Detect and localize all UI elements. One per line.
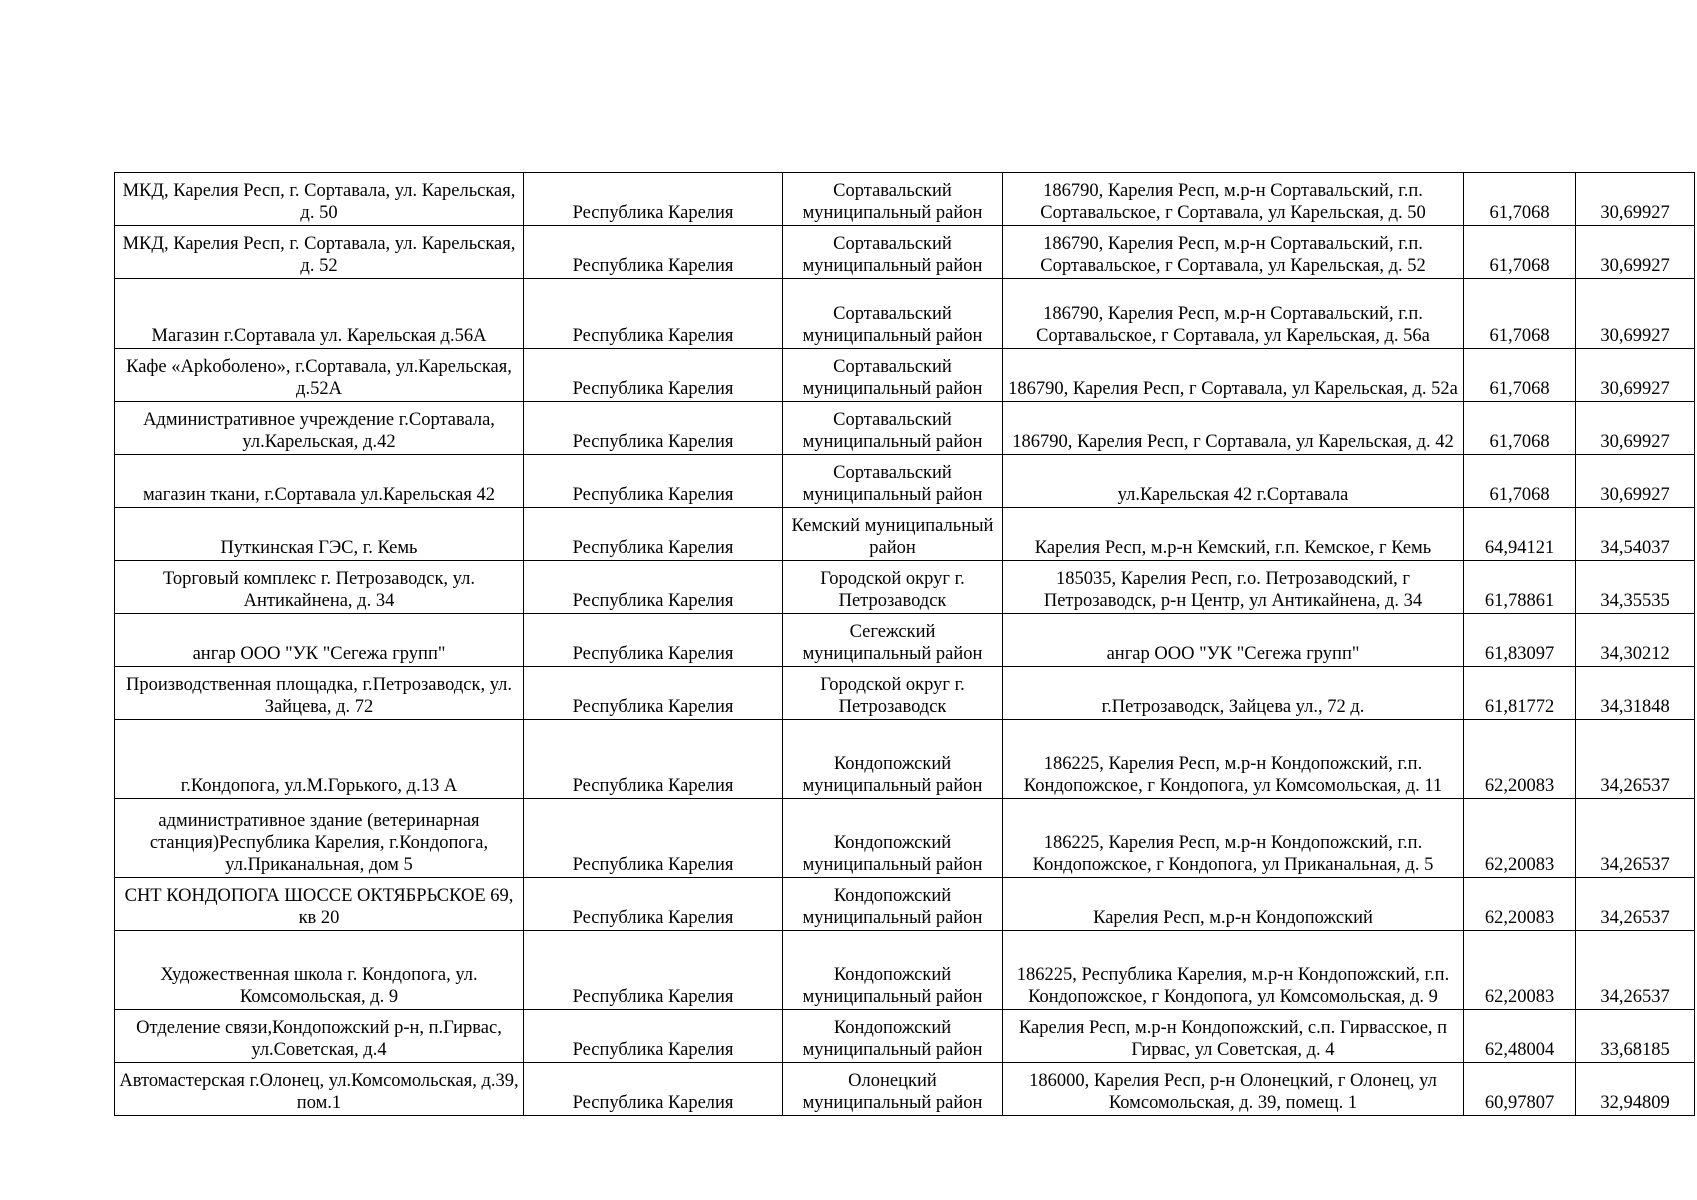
- table-row: [115, 173, 1695, 226]
- cell-region: Республика Карелия: [524, 799, 783, 878]
- cell-object-name: Административное учреждение г.Сортавала, ул.Карельская, д.42: [115, 402, 524, 455]
- cell-latitude: 61,7068: [1464, 455, 1576, 508]
- cell-object-name: Торговый комплекс г. Петрозаводск, ул. Антикайнена, д. 34: [115, 561, 524, 614]
- cell-longitude: 30,69927: [1576, 455, 1695, 508]
- cell-longitude: 32,94809: [1576, 1063, 1695, 1116]
- cell-longitude: 30,69927: [1576, 402, 1695, 455]
- cell-address: 186790, Карелия Респ, г Сортавала, ул Карельская, д. 52а: [1003, 349, 1464, 402]
- cell-latitude: 62,20083: [1464, 720, 1576, 799]
- cell-district: Городской округ г. Петрозаводск: [783, 561, 1003, 614]
- cell-latitude: 61,83097: [1464, 614, 1576, 667]
- cell-longitude: 34,35535: [1576, 561, 1695, 614]
- cell-longitude: 34,26537: [1576, 931, 1695, 1010]
- cell-district: Сортавальский муниципальный район: [783, 402, 1003, 455]
- table-row: [115, 508, 1695, 561]
- cell-address: Карелия Респ, м.р-н Кондопожский, с.п. Гирвасское, п Гирвас, ул Советская, д. 4: [1003, 1010, 1464, 1063]
- cell-object-name: Магазин г.Сортавала ул. Карельская д.56А: [115, 279, 524, 349]
- cell-latitude: 62,20083: [1464, 931, 1576, 1010]
- cell-object-name: магазин ткани, г.Сортавала ул.Карельская 42: [115, 455, 524, 508]
- table-row: [115, 667, 1695, 720]
- cell-latitude: 62,48004: [1464, 1010, 1576, 1063]
- cell-district: Кемский муниципальный район: [783, 508, 1003, 561]
- cell-region: Республика Карелия: [524, 561, 783, 614]
- cell-latitude: 62,20083: [1464, 799, 1576, 878]
- cell-region: Республика Карелия: [524, 720, 783, 799]
- cell-region: Республика Карелия: [524, 1010, 783, 1063]
- cell-region: Республика Карелия: [524, 455, 783, 508]
- cell-longitude: 34,30212: [1576, 614, 1695, 667]
- cell-district: Кондопожский муниципальный район: [783, 720, 1003, 799]
- cell-address: 186225, Республика Карелия, м.р-н Кондопожский, г.п. Кондопожское, г Кондопога, ул Комсомольская, д. 9: [1003, 931, 1464, 1010]
- table-row: [115, 878, 1695, 931]
- cell-region: Республика Карелия: [524, 878, 783, 931]
- cell-region: Республика Карелия: [524, 349, 783, 402]
- cell-district: Сортавальский муниципальный район: [783, 226, 1003, 279]
- cell-longitude: 34,26537: [1576, 720, 1695, 799]
- cell-address: 186225, Карелия Респ, м.р-н Кондопожский, г.п. Кондопожское, г Кондопога, ул Приканальная, д. 5: [1003, 799, 1464, 878]
- cell-region: Республика Карелия: [524, 931, 783, 1010]
- cell-district: Кондопожский муниципальный район: [783, 1010, 1003, 1063]
- cell-object-name: МКД, Карелия Респ, г. Сортавала, ул. Карельская, д. 52: [115, 226, 524, 279]
- cell-longitude: 34,31848: [1576, 667, 1695, 720]
- cell-longitude: 34,54037: [1576, 508, 1695, 561]
- cell-address: г.Петрозаводск, Зайцева ул., 72 д.: [1003, 667, 1464, 720]
- cell-latitude: 61,7068: [1464, 279, 1576, 349]
- cell-object-name: административное здание (ветеринарная станция)Республика Карелия, г.Кондопога, ул.Приканальная, дом 5: [115, 799, 524, 878]
- cell-region: Республика Карелия: [524, 667, 783, 720]
- table-row: [115, 614, 1695, 667]
- cell-district: Кондопожский муниципальный район: [783, 878, 1003, 931]
- cell-object-name: Отделение связи,Кондопожский р-н, п.Гирвас, ул.Советская, д.4: [115, 1010, 524, 1063]
- cell-latitude: 61,7068: [1464, 173, 1576, 226]
- cell-district: Сортавальский муниципальный район: [783, 279, 1003, 349]
- cell-region: Республика Карелия: [524, 226, 783, 279]
- cell-object-name: Кафе «Арkоболено», г.Сортавала, ул.Карельская, д.52А: [115, 349, 524, 402]
- table-body: [115, 173, 1695, 1116]
- cell-longitude: 30,69927: [1576, 279, 1695, 349]
- cell-region: Республика Карелия: [524, 402, 783, 455]
- cell-address: 186790, Карелия Респ, м.р-н Сортавальский, г.п. Сортавальское, г Сортавала, ул Карельская, д. 50: [1003, 173, 1464, 226]
- cell-latitude: 61,78861: [1464, 561, 1576, 614]
- table-row: [115, 402, 1695, 455]
- table-row: [115, 279, 1695, 349]
- cell-region: Республика Карелия: [524, 279, 783, 349]
- cell-address: 186225, Карелия Респ, м.р-н Кондопожский, г.п. Кондопожское, г Кондопога, ул Комсомольская, д. 11: [1003, 720, 1464, 799]
- cell-address: 185035, Карелия Респ, г.о. Петрозаводский, г Петрозаводск, р-н Центр, ул Антикайнена, д. 34: [1003, 561, 1464, 614]
- cell-longitude: 34,26537: [1576, 799, 1695, 878]
- cell-longitude: 30,69927: [1576, 226, 1695, 279]
- table-row: [115, 561, 1695, 614]
- cell-latitude: 61,7068: [1464, 226, 1576, 279]
- cell-district: Кондопожский муниципальный район: [783, 799, 1003, 878]
- cell-object-name: ангар ООО "УК "Сегежа групп": [115, 614, 524, 667]
- cell-address: 186000, Карелия Респ, р-н Олонецкий, г Олонец, ул Комсомольская, д. 39, помещ. 1: [1003, 1063, 1464, 1116]
- table-row: [115, 720, 1695, 799]
- cell-object-name: Художественная школа г. Кондопога, ул. Комсомольская, д. 9: [115, 931, 524, 1010]
- cell-district: Сегежский муниципальный район: [783, 614, 1003, 667]
- cell-longitude: 30,69927: [1576, 173, 1695, 226]
- cell-district: Кондопожский муниципальный район: [783, 931, 1003, 1010]
- cell-region: Республика Карелия: [524, 1063, 783, 1116]
- cell-district: Городской округ г. Петрозаводск: [783, 667, 1003, 720]
- table-row: [115, 931, 1695, 1010]
- cell-district: Сортавальский муниципальный район: [783, 349, 1003, 402]
- cell-latitude: 61,7068: [1464, 349, 1576, 402]
- table-row: [115, 1063, 1695, 1116]
- cell-address: 186790, Карелия Респ, м.р-н Сортавальский, г.п. Сортавальское, г Сортавала, ул Карельская, д. 52: [1003, 226, 1464, 279]
- cell-longitude: 33,68185: [1576, 1010, 1695, 1063]
- cell-district: Сортавальский муниципальный район: [783, 455, 1003, 508]
- cell-address: Карелия Респ, м.р-н Кондопожский: [1003, 878, 1464, 931]
- cell-object-name: Автомастерская г.Олонец, ул.Комсомольская, д.39, пом.1: [115, 1063, 524, 1116]
- cell-object-name: МКД, Карелия Респ, г. Сортавала, ул. Карельская, д. 50: [115, 173, 524, 226]
- cell-address: 186790, Карелия Респ, г Сортавала, ул Карельская, д. 42: [1003, 402, 1464, 455]
- table-row: [115, 349, 1695, 402]
- table-row: [115, 226, 1695, 279]
- cell-region: Республика Карелия: [524, 508, 783, 561]
- cell-object-name: г.Кондопога, ул.М.Горького, д.13 А: [115, 720, 524, 799]
- cell-district: Олонецкий муниципальный район: [783, 1063, 1003, 1116]
- cell-latitude: 60,97807: [1464, 1063, 1576, 1116]
- table-row: [115, 455, 1695, 508]
- cell-latitude: 62,20083: [1464, 878, 1576, 931]
- cell-district: Сортавальский муниципальный район: [783, 173, 1003, 226]
- cell-address: Карелия Респ, м.р-н Кемский, г.п. Кемское, г Кемь: [1003, 508, 1464, 561]
- cell-latitude: 64,94121: [1464, 508, 1576, 561]
- table-row: [115, 799, 1695, 878]
- objects-table: [114, 172, 1695, 1116]
- cell-latitude: 61,81772: [1464, 667, 1576, 720]
- cell-longitude: 34,26537: [1576, 878, 1695, 931]
- cell-address: ангар ООО "УК "Сегежа групп": [1003, 614, 1464, 667]
- cell-object-name: СНТ КОНДОПОГА ШОССЕ ОКТЯБРЬСКОЕ 69, кв 20: [115, 878, 524, 931]
- cell-region: Республика Карелия: [524, 173, 783, 226]
- cell-region: Республика Карелия: [524, 614, 783, 667]
- cell-address: 186790, Карелия Респ, м.р-н Сортавальский, г.п. Сортавальское, г Сортавала, ул Карельская, д. 56а: [1003, 279, 1464, 349]
- cell-latitude: 61,7068: [1464, 402, 1576, 455]
- cell-object-name: Производственная площадка, г.Петрозаводск, ул. Зайцева, д. 72: [115, 667, 524, 720]
- table-row: [115, 1010, 1695, 1063]
- cell-object-name: Путкинская ГЭС, г. Кемь: [115, 508, 524, 561]
- cell-address: ул.Карельская 42 г.Сортавала: [1003, 455, 1464, 508]
- cell-longitude: 30,69927: [1576, 349, 1695, 402]
